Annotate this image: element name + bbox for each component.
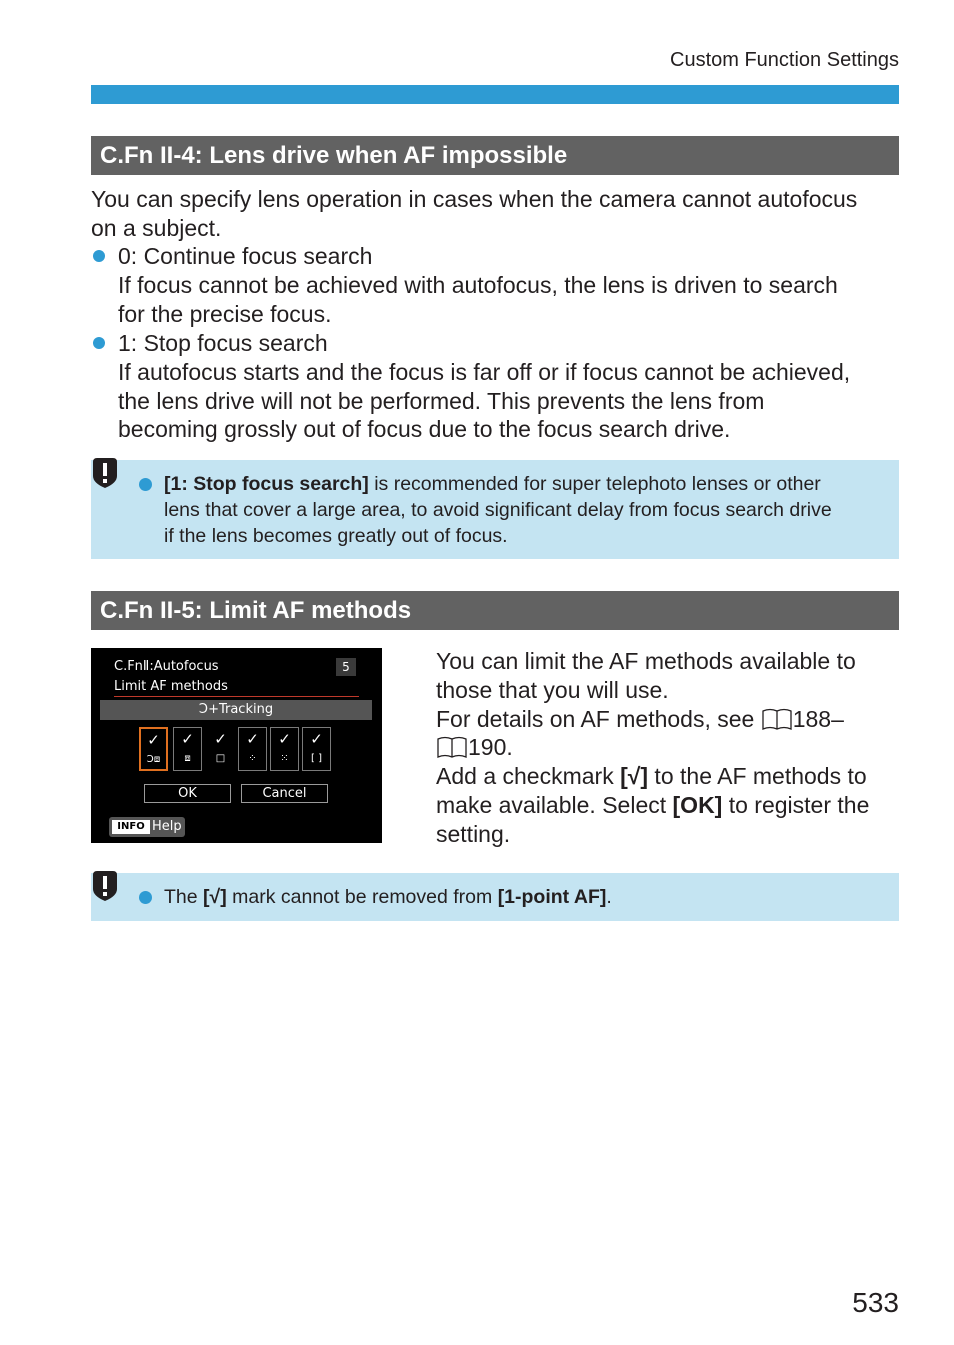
checkmark-icon: ✓ — [181, 730, 194, 748]
option-1-desc-line-2: the lens drive will not be performed. This prevents the lens from — [118, 388, 765, 414]
1-point-af-term: [1-point AF] — [497, 886, 607, 908]
cam-page-badge: 5 — [336, 658, 356, 676]
cam-ok-button[interactable]: OK — [144, 784, 231, 803]
checkmark-icon: ✓ — [278, 730, 291, 748]
cam-af-mode-label: Ɔ+Tracking — [100, 700, 372, 720]
text-run: The — [164, 886, 204, 908]
help-label: Help — [152, 819, 182, 834]
af-method-slot-expand[interactable] — [238, 727, 267, 771]
option-1-title: 1: Stop focus search — [118, 330, 328, 356]
side-text-line-4 — [436, 733, 902, 762]
option-0-desc-line-2: for the precise focus. — [118, 301, 332, 327]
caution-icon — [90, 458, 120, 490]
caution-icon — [90, 871, 120, 903]
note-line-3: if the lens becomes greatly out of focus. — [164, 525, 508, 547]
text-run: to register the — [722, 792, 870, 818]
note-bullet-icon — [139, 478, 152, 491]
af-method-slot-spot[interactable] — [173, 727, 202, 771]
note-line-1 — [164, 471, 884, 497]
note-line-2: lens that cover a large area, to avoid significant delay from focus search drive — [164, 499, 832, 521]
1-point-af-icon: □ — [215, 753, 226, 764]
option-1-desc-line-3: becoming grossly out of focus due to the focus search drive. — [118, 416, 731, 442]
cam-menu-subtitle: Limit AF methods — [114, 679, 228, 694]
zone-af-icon: [ ] — [311, 753, 322, 764]
checkmark-icon: ✓ — [214, 730, 227, 748]
page-number: 533 — [852, 1287, 899, 1318]
cam-info-help-button[interactable] — [109, 817, 185, 837]
cam-menu-title: C.FnⅡ:Autofocus — [114, 659, 219, 674]
af-method-slot-face-tracking[interactable] — [139, 727, 168, 771]
side-text-line-3 — [436, 705, 902, 734]
text-run: make available. Select — [436, 792, 673, 818]
note-2-line — [164, 884, 884, 910]
side-text-line-6 — [436, 791, 902, 820]
page-ref-start[interactable]: 188– — [792, 706, 844, 732]
text-run: . — [606, 886, 612, 908]
option-0-title: 0: Continue focus search — [118, 243, 373, 269]
checkmark-icon: ✓ — [147, 731, 160, 749]
spot-af-icon: ⧈ — [184, 753, 191, 764]
section-title-cfn-ii-5: C.Fn II-5: Limit AF methods — [91, 591, 899, 630]
side-text-line-1: You can limit the AF methods available to — [436, 648, 856, 674]
camera-menu-screenshot — [91, 648, 382, 843]
af-method-slot-zone[interactable] — [302, 727, 331, 771]
book-reference-icon — [436, 736, 468, 758]
cam-title-underline — [114, 696, 359, 697]
checkmark-icon: ✓ — [310, 730, 323, 748]
text-run: to the AF methods to — [648, 763, 867, 789]
note-bullet-icon — [139, 891, 152, 904]
side-text-line-2: those that you will use. — [436, 677, 669, 703]
note-bold-term: [1: Stop focus search] — [164, 473, 369, 495]
page-ref-end[interactable]: 190. — [468, 734, 513, 760]
cam-cancel-button[interactable]: Cancel — [241, 784, 328, 803]
side-text-line-5 — [436, 762, 902, 791]
intro-line-1: You can specify lens operation in cases when the camera cannot autofocus — [91, 186, 858, 212]
expand-af-icon: ⁘ — [248, 753, 257, 764]
bullet-icon — [93, 337, 105, 349]
option-0-desc-line-1: If focus cannot be achieved with autofocus, the lens is driven to search — [118, 272, 838, 298]
bullet-icon — [93, 250, 105, 262]
checkmark-icon: ✓ — [246, 730, 259, 748]
checkmark-term: [√] — [203, 886, 227, 908]
option-1-desc-line-1: If autofocus starts and the focus is far off or if focus cannot be achieved, — [118, 359, 851, 385]
text-run: mark cannot be removed from — [226, 886, 498, 908]
intro-line-2: on a subject. — [91, 215, 222, 241]
running-header: Custom Function Settings — [670, 49, 899, 71]
expand-around-af-icon: ⁙ — [280, 753, 289, 764]
checkmark-term: [√] — [620, 763, 649, 789]
see-text: For details on AF methods, see — [436, 706, 761, 732]
note-text-1: is recommended for super telephoto lenses or other — [368, 473, 821, 495]
af-method-slot-1-point[interactable] — [206, 727, 235, 771]
side-text-line-7: setting. — [436, 821, 511, 847]
section-title-cfn-ii-4: C.Fn II-4: Lens drive when AF impossible — [91, 136, 899, 175]
face-tracking-icon: Ɔ⧈ — [146, 754, 161, 765]
text-run: Add a checkmark — [436, 763, 621, 789]
ok-term: [OK] — [672, 792, 723, 818]
book-reference-icon — [761, 708, 793, 730]
header-bar — [91, 85, 899, 104]
info-tag: INFO — [112, 820, 150, 834]
af-method-slot-expand-around[interactable] — [270, 727, 299, 771]
